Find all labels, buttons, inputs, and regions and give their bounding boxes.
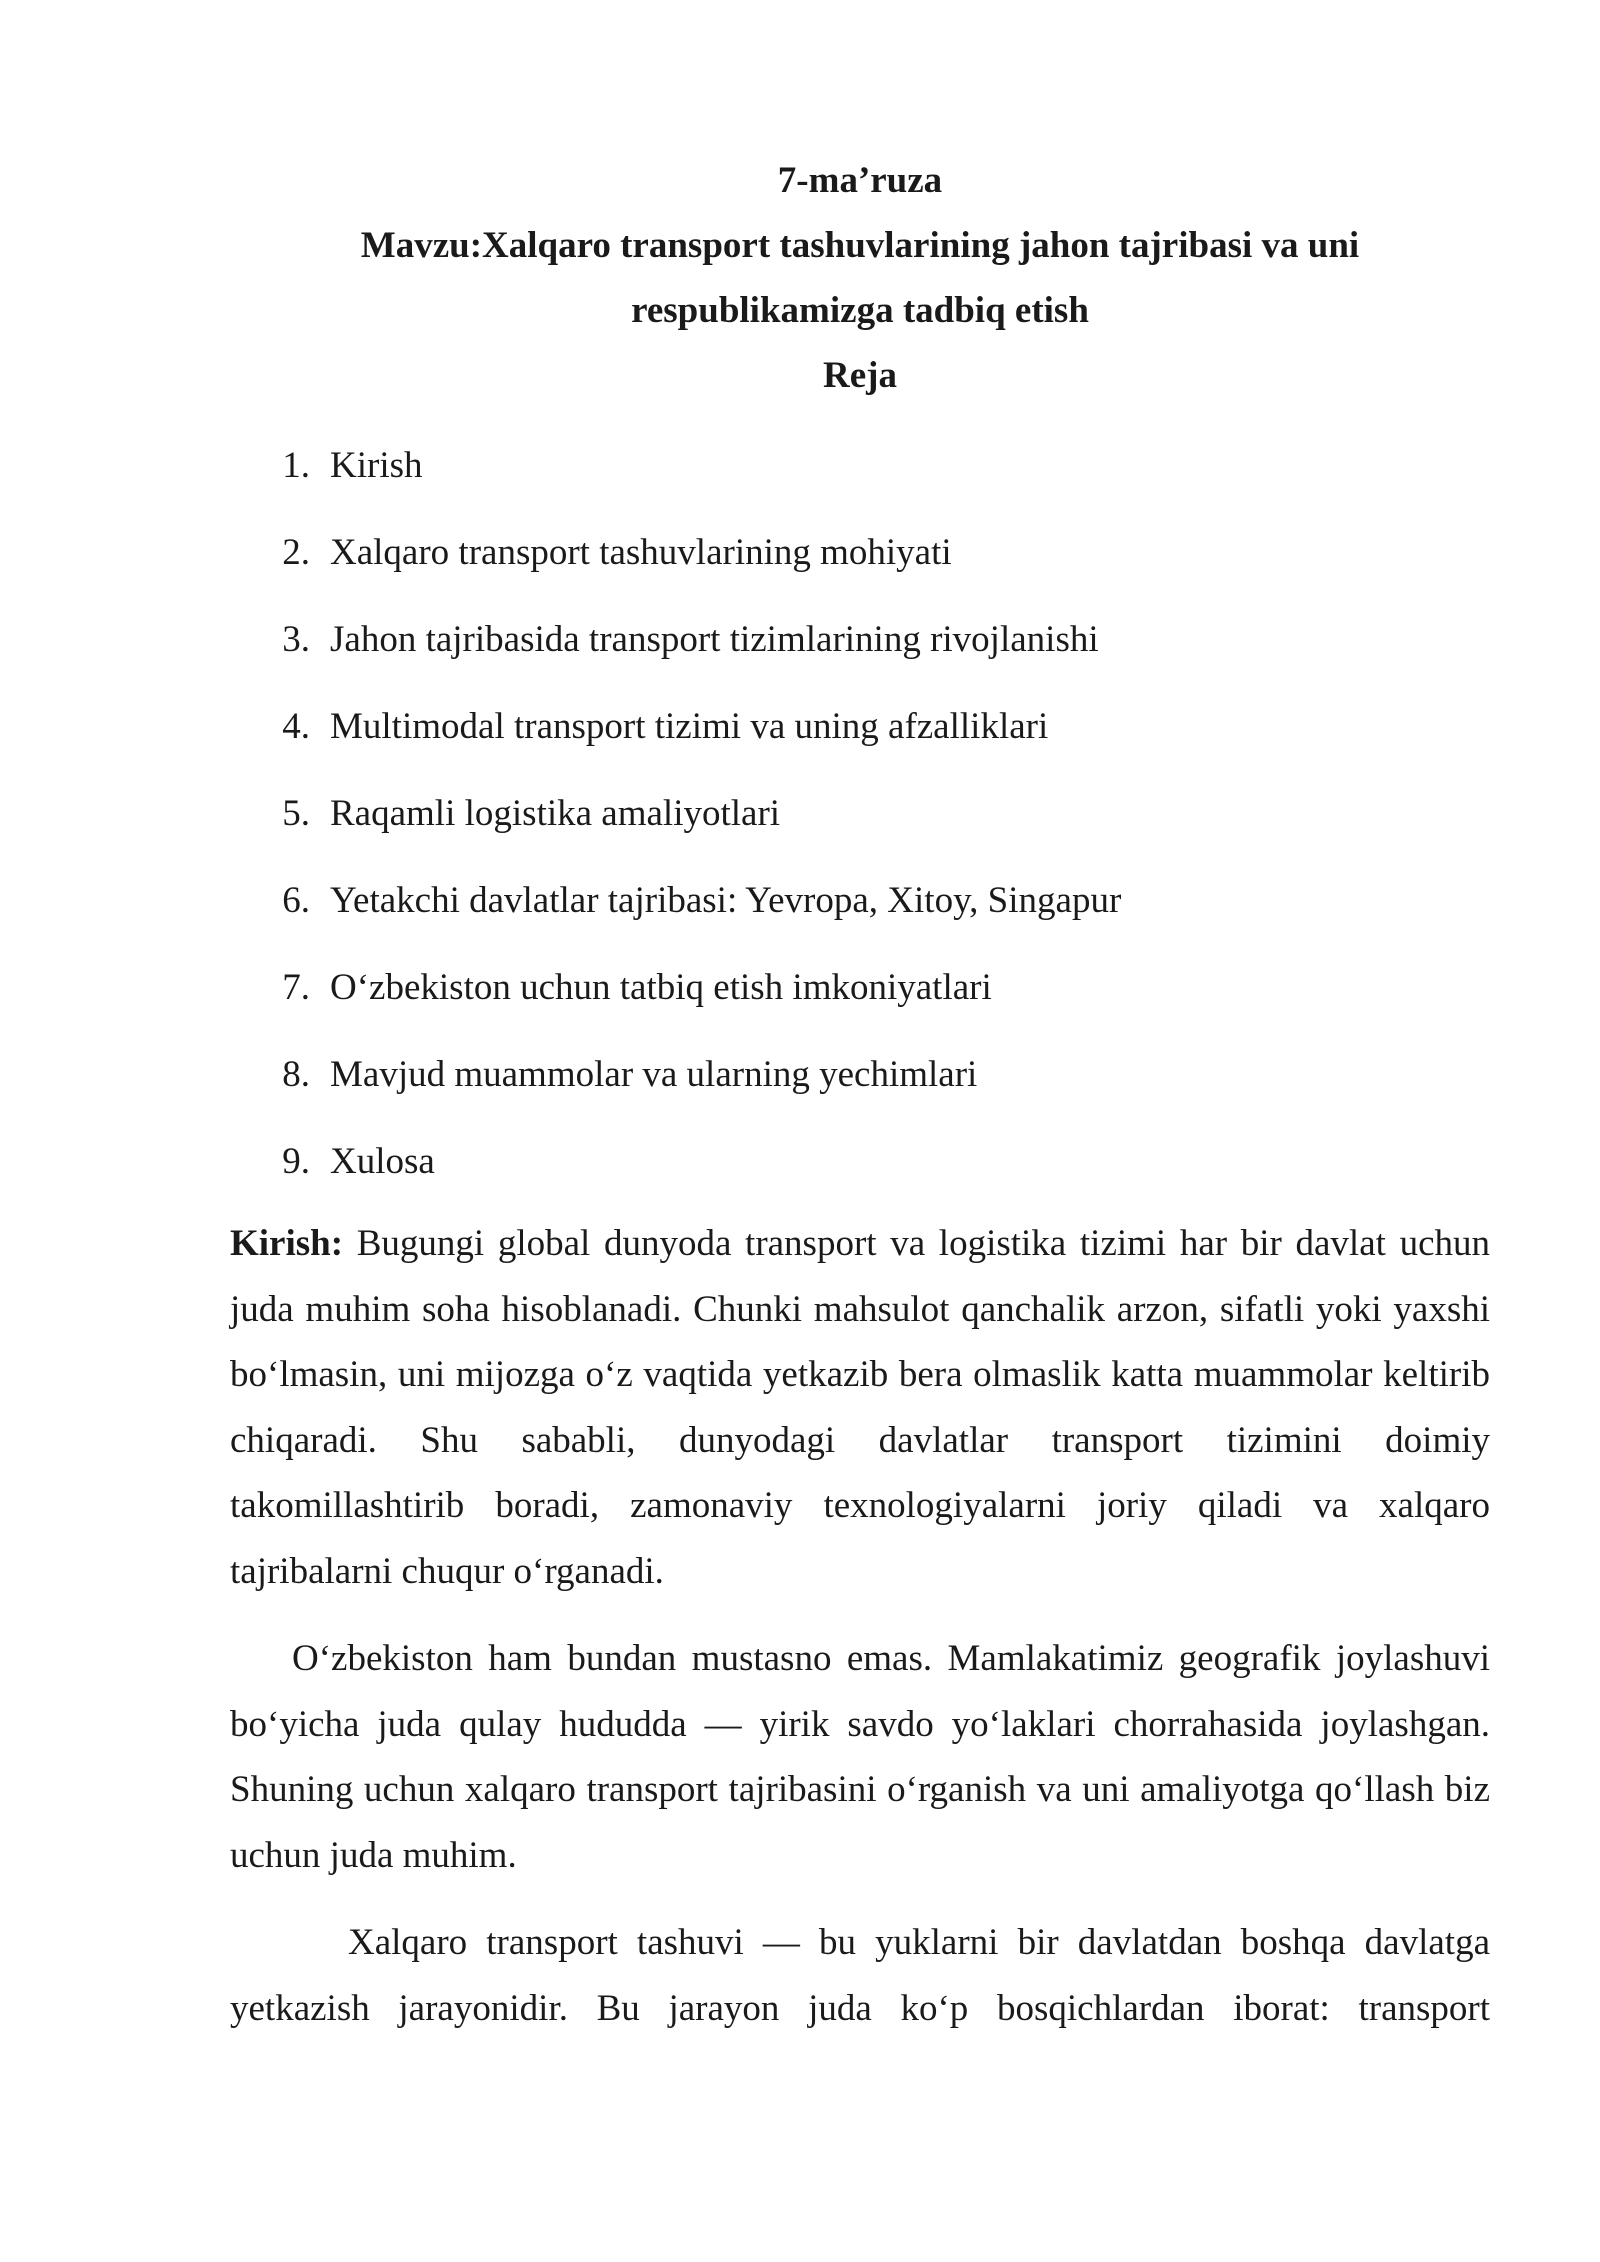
plan-list [230,422,1490,1205]
plan-item-number: 1. [282,445,310,486]
plan-item [230,683,1490,770]
plan-item [230,596,1490,683]
plan-item-number: 4. [282,706,310,747]
plan-item [230,509,1490,596]
plan-item-text: Yetakchi davlatlar tajribasi: Yevropa, Xitoy, Singapur [330,880,1122,921]
plan-item-number: 8. [282,1054,310,1095]
plan-item-text: Xalqaro transport tashuvlarining mohiyati [330,532,952,573]
plan-item [230,1031,1490,1118]
document-page [230,148,1490,2041]
plan-item-number: 9. [282,1141,310,1182]
plan-item [230,770,1490,857]
body-paragraph-3: Xalqaro transport tashuvi — bu yuklarni bir davlatdan boshqa davlatga yetkazish jarayonidir. Bu jarayon juda ko‘p bosqichlardan iborat: transport [230,1922,1490,2029]
plan-item-text: Mavjud muammolar va ularning yechimlari [330,1054,978,1095]
intro-paragraph [230,1211,1490,1604]
plan-item-text: Xulosa [330,1141,435,1182]
plan-item-number: 3. [282,619,310,660]
plan-heading: Reja [823,355,897,396]
topic-title-line-2: respublikamizga tadbiq etish [631,290,1089,331]
topic-title-line-1: Mavzu:Xalqaro transport tashuvlarining jahon tajribasi va uni [360,225,1360,266]
plan-item [230,944,1490,1031]
plan-item-number: 6. [282,880,310,921]
plan-item-number: 7. [282,967,310,1008]
lecture-number: 7-ma’ruza [777,160,943,201]
plan-item-text: Kirish [330,445,423,486]
plan-item [230,1118,1490,1205]
body-paragraph-2: O‘zbekiston ham bundan mustasno emas. Mamlakatimiz geografik joylashuvi bo‘yicha juda qulay hududda — yirik savdo yo‘laklari chorrahasida joylashgan. Shuning uchun xalqaro transport tajribasini o‘rganish va uni amaliyotga qo‘llash biz uchun juda muhim. [230,1638,1490,1876]
plan-item-text: Jahon tajribasida transport tizimlarining rivojlanishi [330,619,1099,660]
plan-item [230,422,1490,509]
title-block [230,148,1490,408]
intro-label: Kirish: [230,1223,344,1264]
intro-text: Bugungi global dunyoda transport va logistika tizimi har bir davlat uchun juda muhim soha hisoblanadi. Chunki mahsulot qanchalik arzon, sifatli yoki yaxshi bo‘lmasin, uni mijozga o‘z vaqtida yetkazib bera olmaslik katta muammolar keltirib chiqaradi. Shu sababli, dunyodagi davlatlar transport tizimini doimiy takomillashtirib boradi, zamonaviy texnologiyalarni joriy qiladi va xalqaro tajribalarni chuqur o‘rganadi. [230,1223,1490,1592]
plan-item [230,857,1490,944]
plan-item-number: 2. [282,532,310,573]
plan-item-text: Multimodal transport tizimi va uning afzalliklari [330,706,1049,747]
plan-item-text: Raqamli logistika amaliyotlari [330,793,781,834]
plan-item-number: 5. [282,793,310,834]
plan-item-text: O‘zbekiston uchun tatbiq etish imkoniyatlari [330,967,992,1008]
